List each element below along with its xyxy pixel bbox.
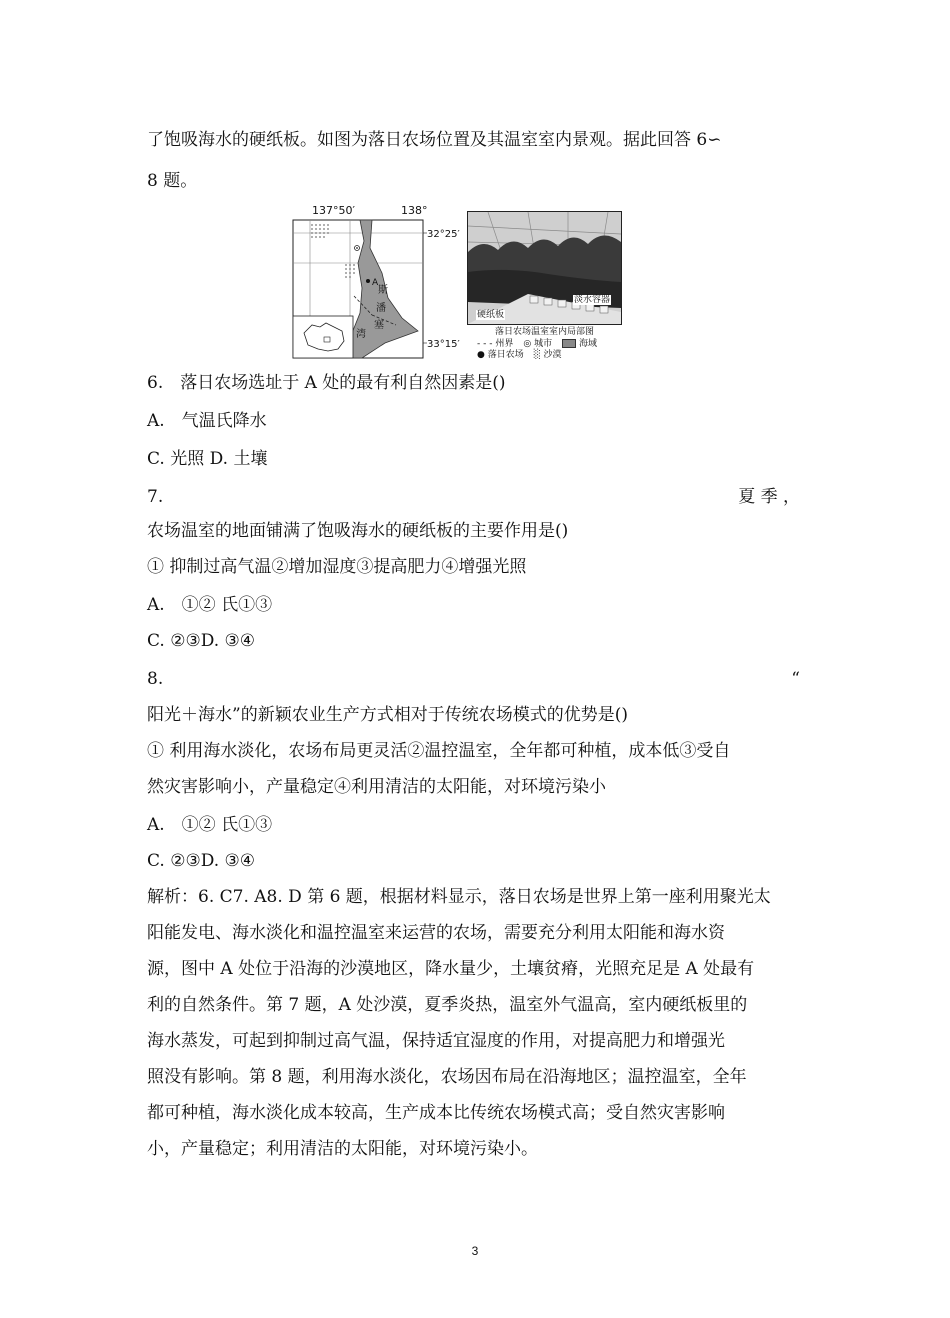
intro-line-2: 8 题。 [147,171,198,191]
q7-option-ab: A. ①② 氏①③ [147,595,273,615]
analysis-line-6: 照没有影响。第 8 题，利用海水淡化，农场因布局在沿海地区；温控温室，全年 [147,1067,747,1087]
q8-items-line-2: 然灾害影响小，产量稳定④利用清洁的太阳能，对环境污染小 [147,777,606,797]
q6-option-cd: C. 光照 D. 土壤 [147,449,268,469]
cardboard-tag: 硬纸板 [477,310,505,320]
q8-number: 8. [147,669,164,689]
legend-row-1 [477,339,597,349]
legend-row-2 [477,350,562,360]
legend-state-border: - - - 州界 [477,339,514,349]
q8-stem: 阳光＋海水”的新颖农业生产方式相对于传统农场模式的优势是() [147,705,628,725]
q7-first-line-tail: 夏 季 ， [738,487,800,507]
q8-items-line-1: ① 利用海水淡化，农场布局更灵活②温控温室，全年都可种植，成本低③受自 [147,741,731,761]
longitude-label-right: 138° [401,204,428,217]
q8-option-ab: A. ①② 氏①③ [147,815,273,835]
q6-option-ab: A. 气温氏降水 [147,411,267,431]
figure [290,203,625,360]
intro-line-1: 了饱吸海水的硬纸板。如图为落日农场位置及其温室室内景观。据此回答 6∽ [147,130,722,150]
q8-first-line-tail: “ [791,669,800,689]
gulf-name-char-2: 潘 [376,303,386,314]
legend-desert: ░ 沙漠 [533,350,562,360]
analysis-line-7: 都可种植，海水淡化成本较高，生产成本比传统农场模式高；受自然灾害影响 [147,1103,725,1123]
location-map [290,203,458,360]
gulf-name-char-3: 塞 [374,320,384,331]
gulf-name-char-4: 湾 [356,329,366,340]
q7-stem: 农场温室的地面铺满了饱吸海水的硬纸板的主要作用是() [147,521,569,541]
q7-first-line [147,486,800,508]
q7-items: ① 抑制过高气温②增加湿度③提高肥力④增强光照 [147,557,527,577]
analysis-line-4: 利的自然条件。第 7 题，A 处沙漠，夏季炎热，温室外气温高，室内硬纸板里的 [147,995,748,1015]
q7-option-cd: C. ②③D. ③④ [147,631,256,651]
photo-caption: 落日农场温室室内局部图 [494,327,594,337]
farm-marker-label: A [372,278,379,288]
q6-stem: 6. 落日农场选址于 A 处的最有利自然因素是() [147,373,506,393]
gulf-name-char-1: 斯 [378,285,388,296]
latitude-label-bottom: 33°15′ [427,339,460,350]
legend-city: ◎ 城市 [523,339,553,349]
analysis-line-2: 阳能发电、海水淡化和温控温室来运营的农场，需要充分利用太阳能和海水资 [147,923,725,943]
analysis-line-5: 海水蒸发，可起到抑制过高气温，保持适宜湿度的作用，对提高肥力和增强光 [147,1031,725,1051]
legend-farm: ● 落日农场 [477,350,524,360]
page-number: 3 [471,1244,479,1258]
freshwater-container-tag: 淡水容器 [574,295,611,305]
analysis-line-8: 小，产量稳定；利用清洁的太阳能，对环境污染小。 [147,1139,538,1159]
q8-first-line [147,668,800,690]
analysis-line-1: 解析：6. C7. A8. D 第 6 题，根据材料显示，落日农场是世界上第一座利用聚光太 [147,887,771,907]
legend-sea: 海域 [562,339,597,349]
q8-option-cd: C. ②③D. ③④ [147,851,256,871]
greenhouse-photo [467,211,622,325]
analysis-line-3: 源，图中 A 处位于沿海的沙漠地区，降水量少，土壤贫瘠，光照充足是 A 处最有 [147,959,755,979]
sea-swatch [562,339,576,348]
greenhouse-photo-panel [467,211,622,359]
q7-number: 7. [147,487,164,507]
longitude-label-left: 137°50′ [312,204,355,217]
latitude-label-top: 32°25′ [427,229,460,240]
